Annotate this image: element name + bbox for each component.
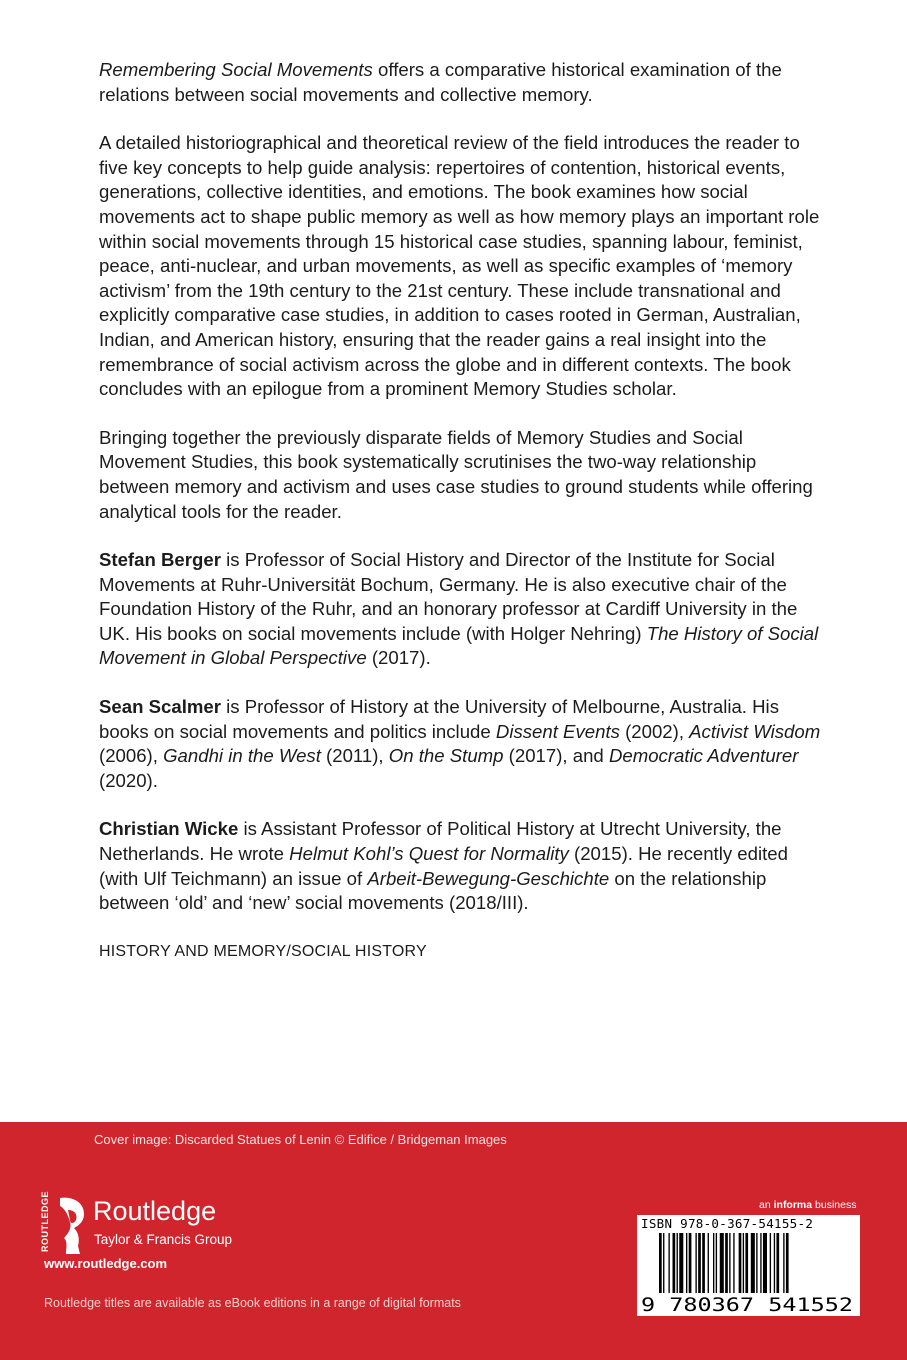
informa-bold: informa bbox=[773, 1199, 813, 1211]
barcode-bar bbox=[663, 1233, 664, 1293]
bio-text: on the relationship between ‘old’ and ‘new’ social movements (2018/III). bbox=[99, 867, 767, 914]
author-bio-scalmer bbox=[99, 695, 829, 793]
barcode-bar bbox=[668, 1233, 669, 1293]
barcode-bar bbox=[716, 1233, 717, 1293]
publisher-footer bbox=[0, 1122, 907, 1360]
author-bio-wicke bbox=[99, 817, 829, 915]
barcode-bar bbox=[708, 1233, 709, 1293]
back-cover-text bbox=[99, 58, 829, 988]
bio-text: (2020). bbox=[99, 769, 158, 791]
isbn-barcode bbox=[637, 1215, 860, 1316]
barcode-bar bbox=[659, 1233, 662, 1293]
barcode-bar bbox=[739, 1233, 742, 1293]
cover-image-credit: Cover image: Discarded Statues of Lenin © Edifice / Bridgeman Images bbox=[94, 1132, 507, 1147]
informa-tagline bbox=[759, 1199, 856, 1211]
bio-text: (2017), and bbox=[503, 745, 609, 767]
barcode-bar bbox=[725, 1233, 728, 1293]
author-name: Stefan Berger bbox=[99, 549, 221, 571]
barcode-bar bbox=[776, 1233, 779, 1293]
barcode-bar bbox=[720, 1233, 724, 1293]
barcode-bar bbox=[702, 1233, 705, 1293]
barcode-bar bbox=[729, 1233, 730, 1293]
isbn-text: ISBN 978-0-367-54155-2 bbox=[641, 1216, 814, 1231]
ebook-note: Routledge titles are available as eBook editions in a range of digital formats bbox=[44, 1296, 461, 1310]
bio-text: (2015). He recently edited (with Ulf Teichmann) an issue of bbox=[99, 843, 788, 889]
bio-text: is Professor of Social History and Director of the Institute for Social Movements at Ruhr-Universität Bochum, Germany. He is also executive chair of the Foundation History of the Ruhr, and an honorary professor at Cardiff University in the UK. His books on social movements include (with Holger Nehring) bbox=[99, 549, 798, 644]
barcode-bar bbox=[763, 1233, 767, 1293]
barcode-bar bbox=[783, 1233, 784, 1293]
book-title: Helmut Kohl’s Quest for Normality bbox=[289, 843, 569, 865]
bio-text: is Assistant Professor of Political History at Utrecht University, the Netherlands. He wrote bbox=[99, 818, 782, 865]
barcode-bar bbox=[770, 1233, 771, 1293]
barcode-bar bbox=[713, 1233, 714, 1293]
book-title: Activist Wisdom bbox=[689, 720, 821, 742]
barcode-bar bbox=[677, 1233, 678, 1293]
informa-post: business bbox=[812, 1199, 857, 1211]
informa-pre: an bbox=[759, 1199, 774, 1211]
barcode-bar bbox=[689, 1233, 692, 1293]
barcode-digits: 9 780367 541552 bbox=[641, 1294, 853, 1316]
bio-text: (2006), bbox=[99, 745, 164, 767]
bio-text: (2011), bbox=[320, 745, 389, 767]
barcode-bar bbox=[698, 1233, 701, 1293]
book-title: Gandhi in the West bbox=[163, 745, 321, 767]
book-title: Remembering Social Movements bbox=[99, 59, 373, 80]
publisher-name: Routledge bbox=[93, 1196, 217, 1226]
blurb-p1-text: offers a comparative historical examination of the relations between social movements and collective memory. bbox=[99, 59, 782, 105]
barcode-bar bbox=[673, 1233, 676, 1293]
routledge-head-logo-icon bbox=[54, 1194, 88, 1256]
bio-text: (2002), bbox=[619, 720, 690, 742]
barcode-bar bbox=[774, 1233, 775, 1293]
book-title: Democratic Adventurer bbox=[608, 745, 799, 767]
book-title: On the Stump bbox=[388, 745, 504, 767]
barcode-bar bbox=[743, 1233, 744, 1293]
author-name: Sean Scalmer bbox=[99, 696, 221, 718]
barcode-bar bbox=[686, 1233, 687, 1293]
barcode-bar bbox=[745, 1233, 748, 1293]
routledge-vertical-wordmark: ROUTLEDGE bbox=[40, 1190, 50, 1252]
barcode-bar bbox=[756, 1233, 757, 1293]
blurb-paragraph-2: A detailed historiographical and theoretical review of the field introduces the reader to five key concepts to help guide analysis: repertoires of contention, historical events, generations, collective identities, and emotions. The book examines how social movements act to shape public memory as well as how memory plays an important role within social movements through 15 historical case studies, spanning labour, feminist, peace, anti-nuclear, and urban movements, as well as specific examples of ‘memory activism’ from the 19th century to the 21st century. These include transnational and explicitly comparative case studies, in addition to cases rooted in German, Australian, Indian, and American history, ensuring that the reader gains a real insight into the remembrance of social activism across the globe and in different contexts. The book concludes with an epilogue from a prominent Memory Studies scholar. bbox=[99, 132, 820, 400]
subject-category: HISTORY AND MEMORY/SOCIAL HISTORY bbox=[99, 942, 427, 960]
barcode-bar bbox=[751, 1233, 755, 1293]
barcode-bar bbox=[733, 1233, 734, 1293]
bio-text: is Professor of History at the University of Melbourne, Australia. His books on social movements and politics include bbox=[99, 696, 779, 742]
book-title: Arbeit-Bewegung-Geschichte bbox=[367, 867, 610, 889]
book-title: The History of Social Movement in Global Perspective bbox=[99, 622, 819, 669]
blurb-paragraph-1 bbox=[99, 58, 829, 107]
barcode-bar bbox=[760, 1233, 761, 1293]
barcode-bar bbox=[695, 1233, 696, 1293]
author-name: Christian Wicke bbox=[99, 818, 239, 840]
blurb-paragraph-3: Bringing together the previously disparate fields of Memory Studies and Social Movement Studies, this book systematically scrutinises the two-way relationship between memory and activism and uses case studies to ground students while offering analytical tools for the reader. bbox=[99, 426, 813, 522]
author-bio-berger bbox=[99, 548, 829, 671]
publisher-group: Taylor & Francis Group bbox=[94, 1232, 233, 1247]
barcode-bar bbox=[679, 1233, 683, 1293]
book-title: Dissent Events bbox=[495, 720, 620, 742]
bio-text: (2017). bbox=[366, 647, 431, 669]
publisher-url[interactable]: www.routledge.com bbox=[44, 1256, 168, 1271]
barcode-bar bbox=[786, 1233, 789, 1293]
barcode-bars bbox=[637, 1215, 860, 1316]
